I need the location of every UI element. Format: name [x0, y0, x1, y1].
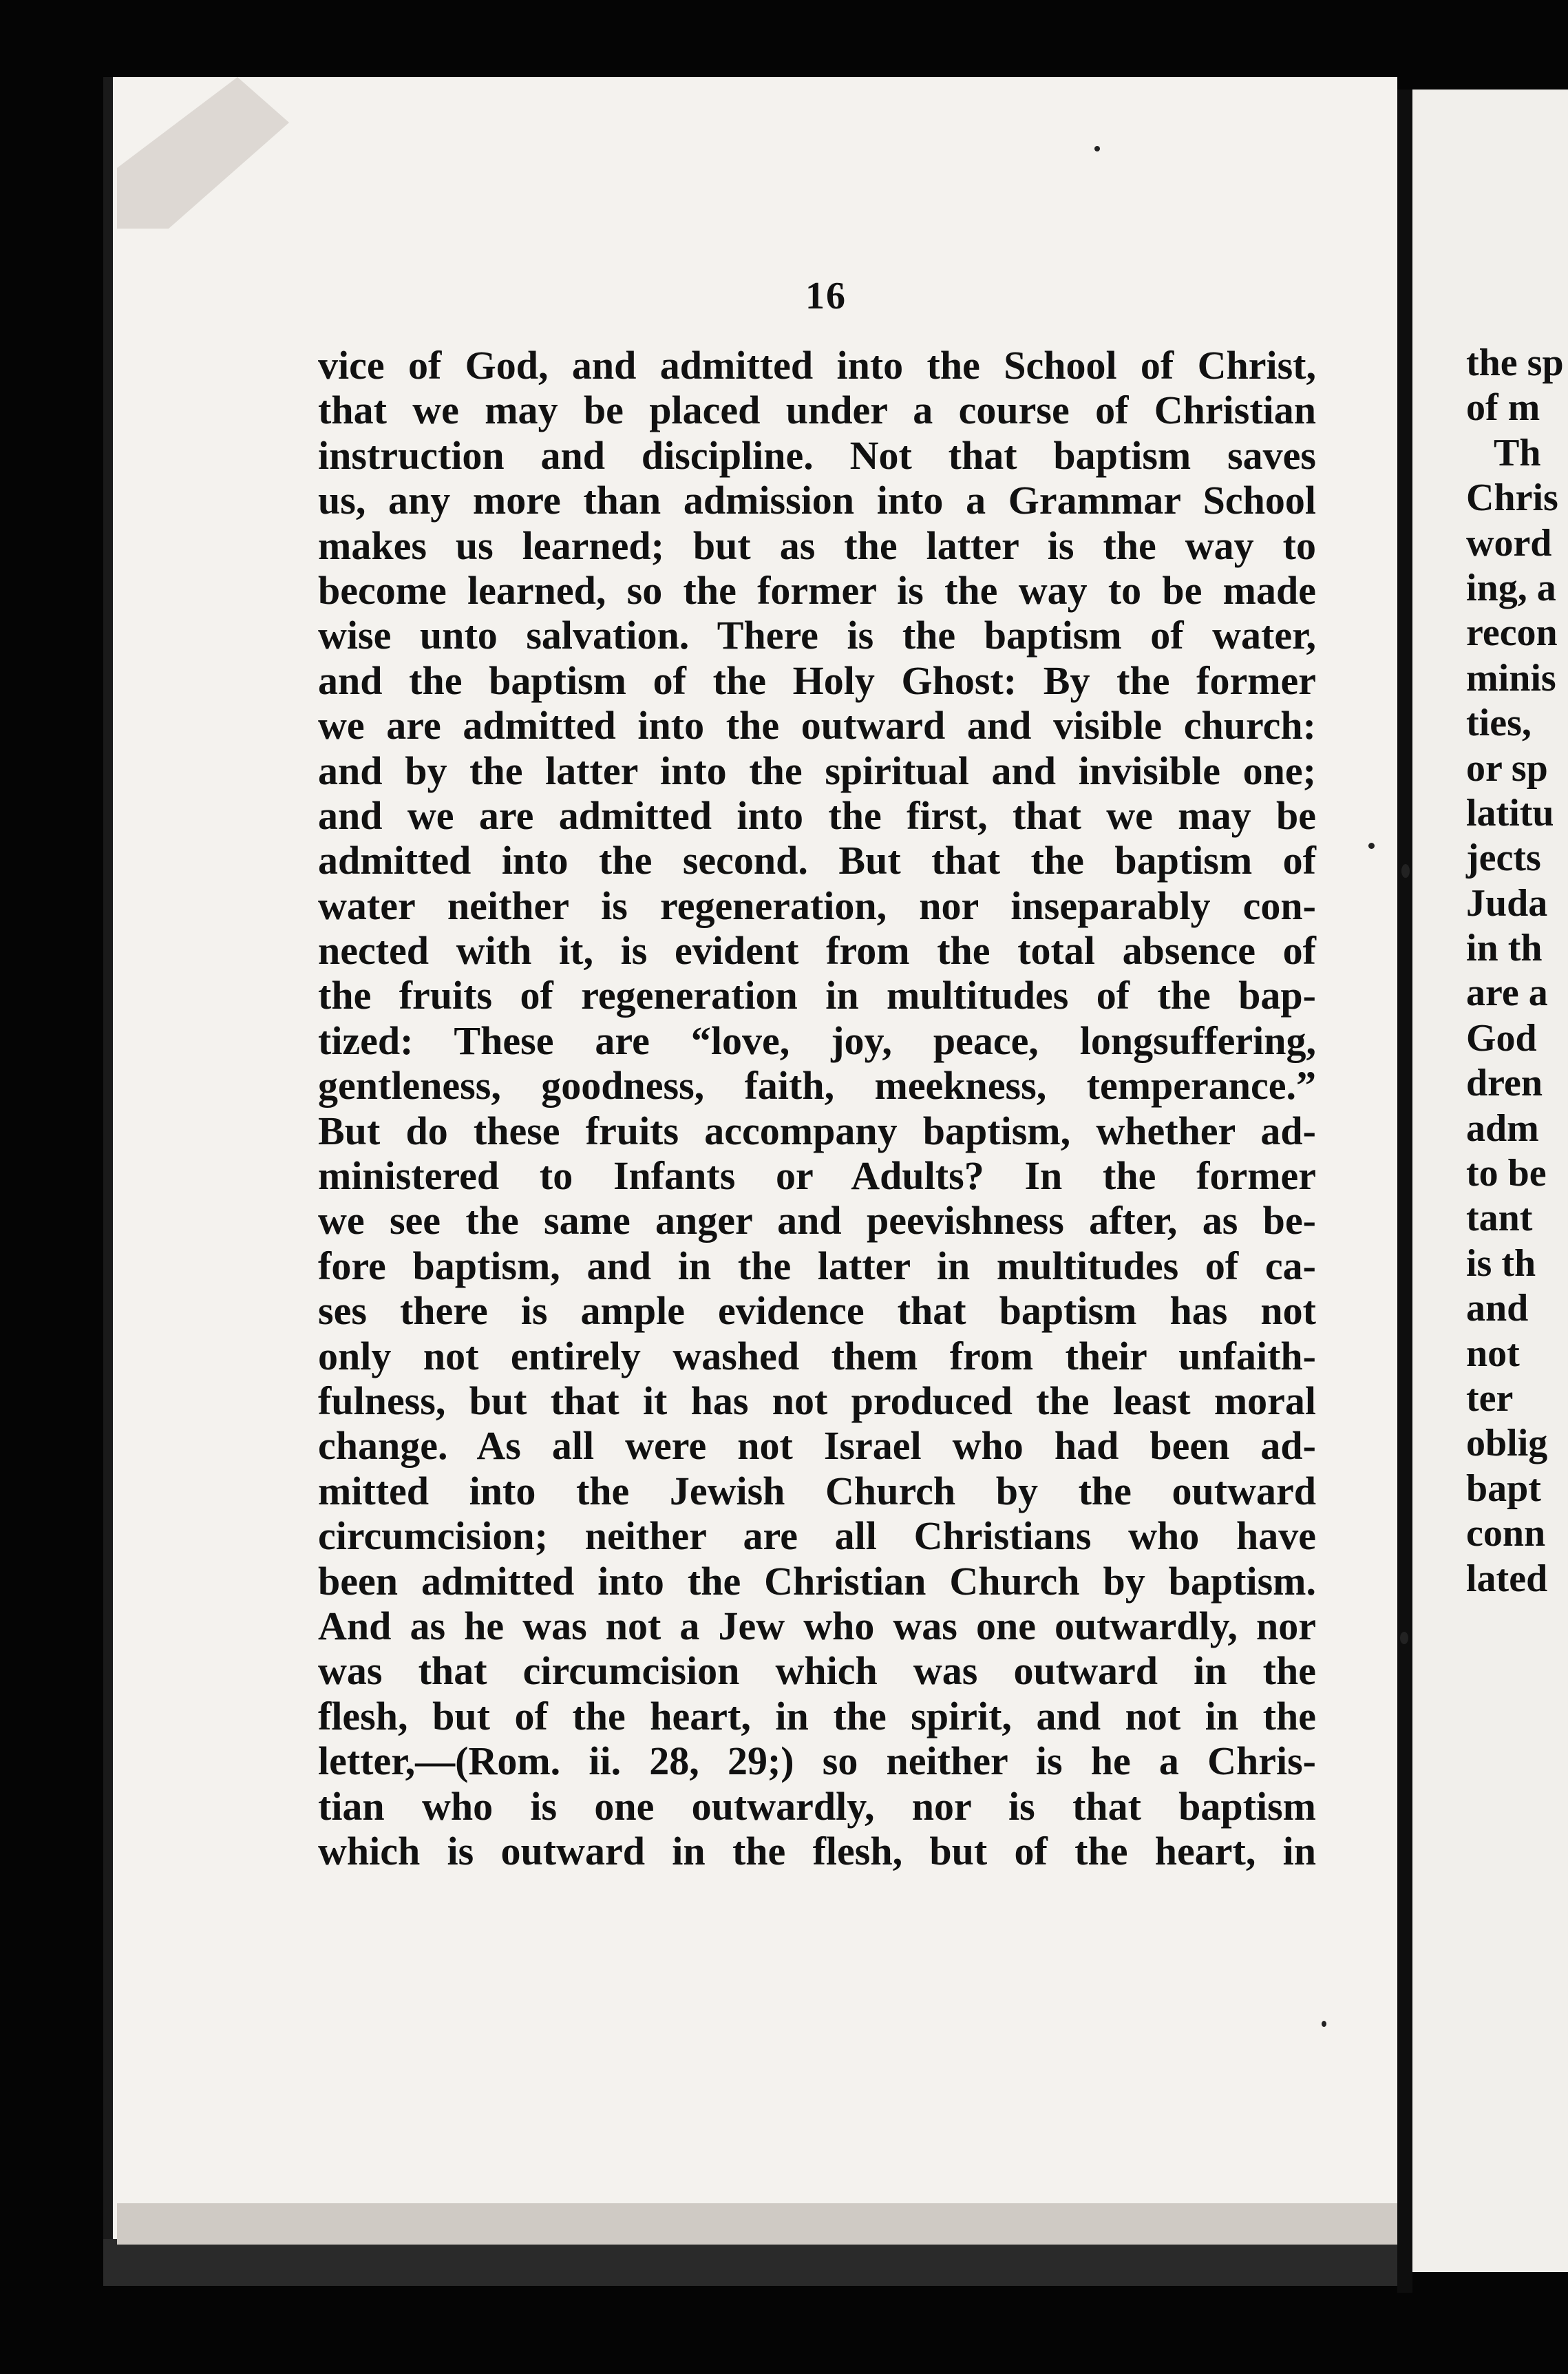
page-number: 16: [805, 275, 847, 317]
text-line: mitted into the Jewish Church by the outward: [318, 1468, 1316, 1513]
text-line: that we may be placed under a course of Christian: [318, 388, 1316, 433]
text-line: instruction and discipline. Not that baptism saves: [318, 432, 1316, 478]
facing-line: jects: [1466, 837, 1541, 880]
text-line: admitted into the second. But that the baptism of: [318, 838, 1316, 883]
text-line: only not entirely washed them from their unfaith-: [318, 1333, 1316, 1378]
facing-line: adm: [1466, 1106, 1539, 1150]
text-line: ministered to Infants or Adults? In the former: [318, 1153, 1316, 1199]
speck: [1400, 1632, 1408, 1644]
text-line: flesh, but of the heart, in the spirit, and not in the: [318, 1693, 1316, 1739]
facing-line: in th: [1466, 927, 1543, 970]
facing-line: God: [1466, 1016, 1537, 1060]
book-gutter: [1397, 90, 1412, 2293]
facing-line: the sp: [1466, 342, 1564, 384]
text-line: was that circumcision which was outward in the: [318, 1648, 1316, 1694]
text-line: tian who is one outwardly, nor is that baptism: [318, 1783, 1316, 1829]
facing-page: [1412, 90, 1568, 2272]
facing-line: Juda: [1466, 881, 1548, 925]
facing-page-text: [1466, 341, 1564, 1601]
facing-line: oblig: [1466, 1422, 1548, 1465]
text-line: water neither is regeneration, nor inseparably con-: [318, 883, 1316, 928]
text-line: gentleness, goodness, faith, meekness, temperance.”: [318, 1063, 1316, 1109]
speck: [1322, 2021, 1326, 2027]
facing-line: conn: [1466, 1512, 1546, 1555]
text-line: ses there is ample evidence that baptism has not: [318, 1288, 1316, 1334]
text-line: wise unto salvation. There is the baptism of water,: [318, 613, 1316, 658]
facing-line: latitu: [1466, 791, 1554, 834]
facing-line: bapt: [1466, 1467, 1541, 1510]
facing-line: dren: [1466, 1062, 1543, 1105]
text-line: makes us learned; but as the latter is the way to: [318, 523, 1316, 568]
text-line: change. As all were not Israel who had been ad-: [318, 1423, 1316, 1469]
speck: [1368, 843, 1375, 849]
facing-line: tant: [1466, 1197, 1533, 1240]
text-line: nected with it, is evident from the total absence of: [318, 928, 1316, 974]
facing-line: and: [1466, 1287, 1529, 1330]
text-line: fore baptism, and in the latter in multitudes of ca-: [318, 1243, 1316, 1288]
text-line: become learned, so the former is the way to be made: [318, 567, 1316, 613]
facing-line: ter: [1466, 1376, 1514, 1420]
facing-line: Th: [1494, 431, 1541, 474]
facing-line: ing, a: [1466, 566, 1556, 609]
text-line: But do these fruits accompany baptism, whether ad-: [318, 1108, 1316, 1153]
text-line: been admitted into the Christian Church by baptism.: [318, 1558, 1316, 1604]
text-line: and by the latter into the spiritual and invisible one;: [318, 748, 1316, 793]
facing-line: ties,: [1466, 702, 1532, 745]
facing-line: or sp: [1466, 746, 1548, 790]
facing-line: to be: [1466, 1152, 1547, 1195]
facing-line: are a: [1466, 971, 1548, 1015]
text-line: letter,—(Rom. ii. 28, 29;) so neither is he a Chris-: [318, 1739, 1316, 1784]
facing-line: lated: [1466, 1557, 1548, 1600]
text-line: And as he was not a Jew who was one outwardly, nor: [318, 1603, 1316, 1648]
text-line: and we are admitted into the first, that we may be: [318, 792, 1316, 838]
text-line: we are admitted into the outward and visible church:: [318, 703, 1316, 748]
speck: [1094, 146, 1100, 151]
text-line: circumcision; neither are all Christians who have: [318, 1513, 1316, 1559]
text-line: we see the same anger and peevishness after, as be-: [318, 1198, 1316, 1243]
facing-line: Chris: [1466, 476, 1558, 520]
facing-line: recon: [1466, 611, 1558, 655]
text-line: tized: These are “love, joy, peace, longsuffering,: [318, 1018, 1316, 1063]
body-text: [318, 343, 1316, 1873]
page-bottom-edge: [117, 2203, 1397, 2245]
facing-line: not: [1466, 1332, 1520, 1375]
text-line: vice of God, and admitted into the School of Christ,: [318, 343, 1316, 388]
facing-line: of m: [1466, 386, 1540, 430]
text-line: which is outward in the flesh, but of the heart, in: [318, 1828, 1316, 1873]
text-line: and the baptism of the Holy Ghost: By the former: [318, 658, 1316, 703]
facing-line: is th: [1466, 1241, 1536, 1285]
text-line: the fruits of regeneration in multitudes of the bap-: [318, 973, 1316, 1018]
speck: [1401, 864, 1410, 878]
facing-line: word: [1466, 521, 1552, 565]
facing-line: minis: [1466, 656, 1556, 700]
text-line: fulness, but that it has not produced the least moral: [318, 1378, 1316, 1423]
text-line: us, any more than admission into a Grammar School: [318, 478, 1316, 523]
